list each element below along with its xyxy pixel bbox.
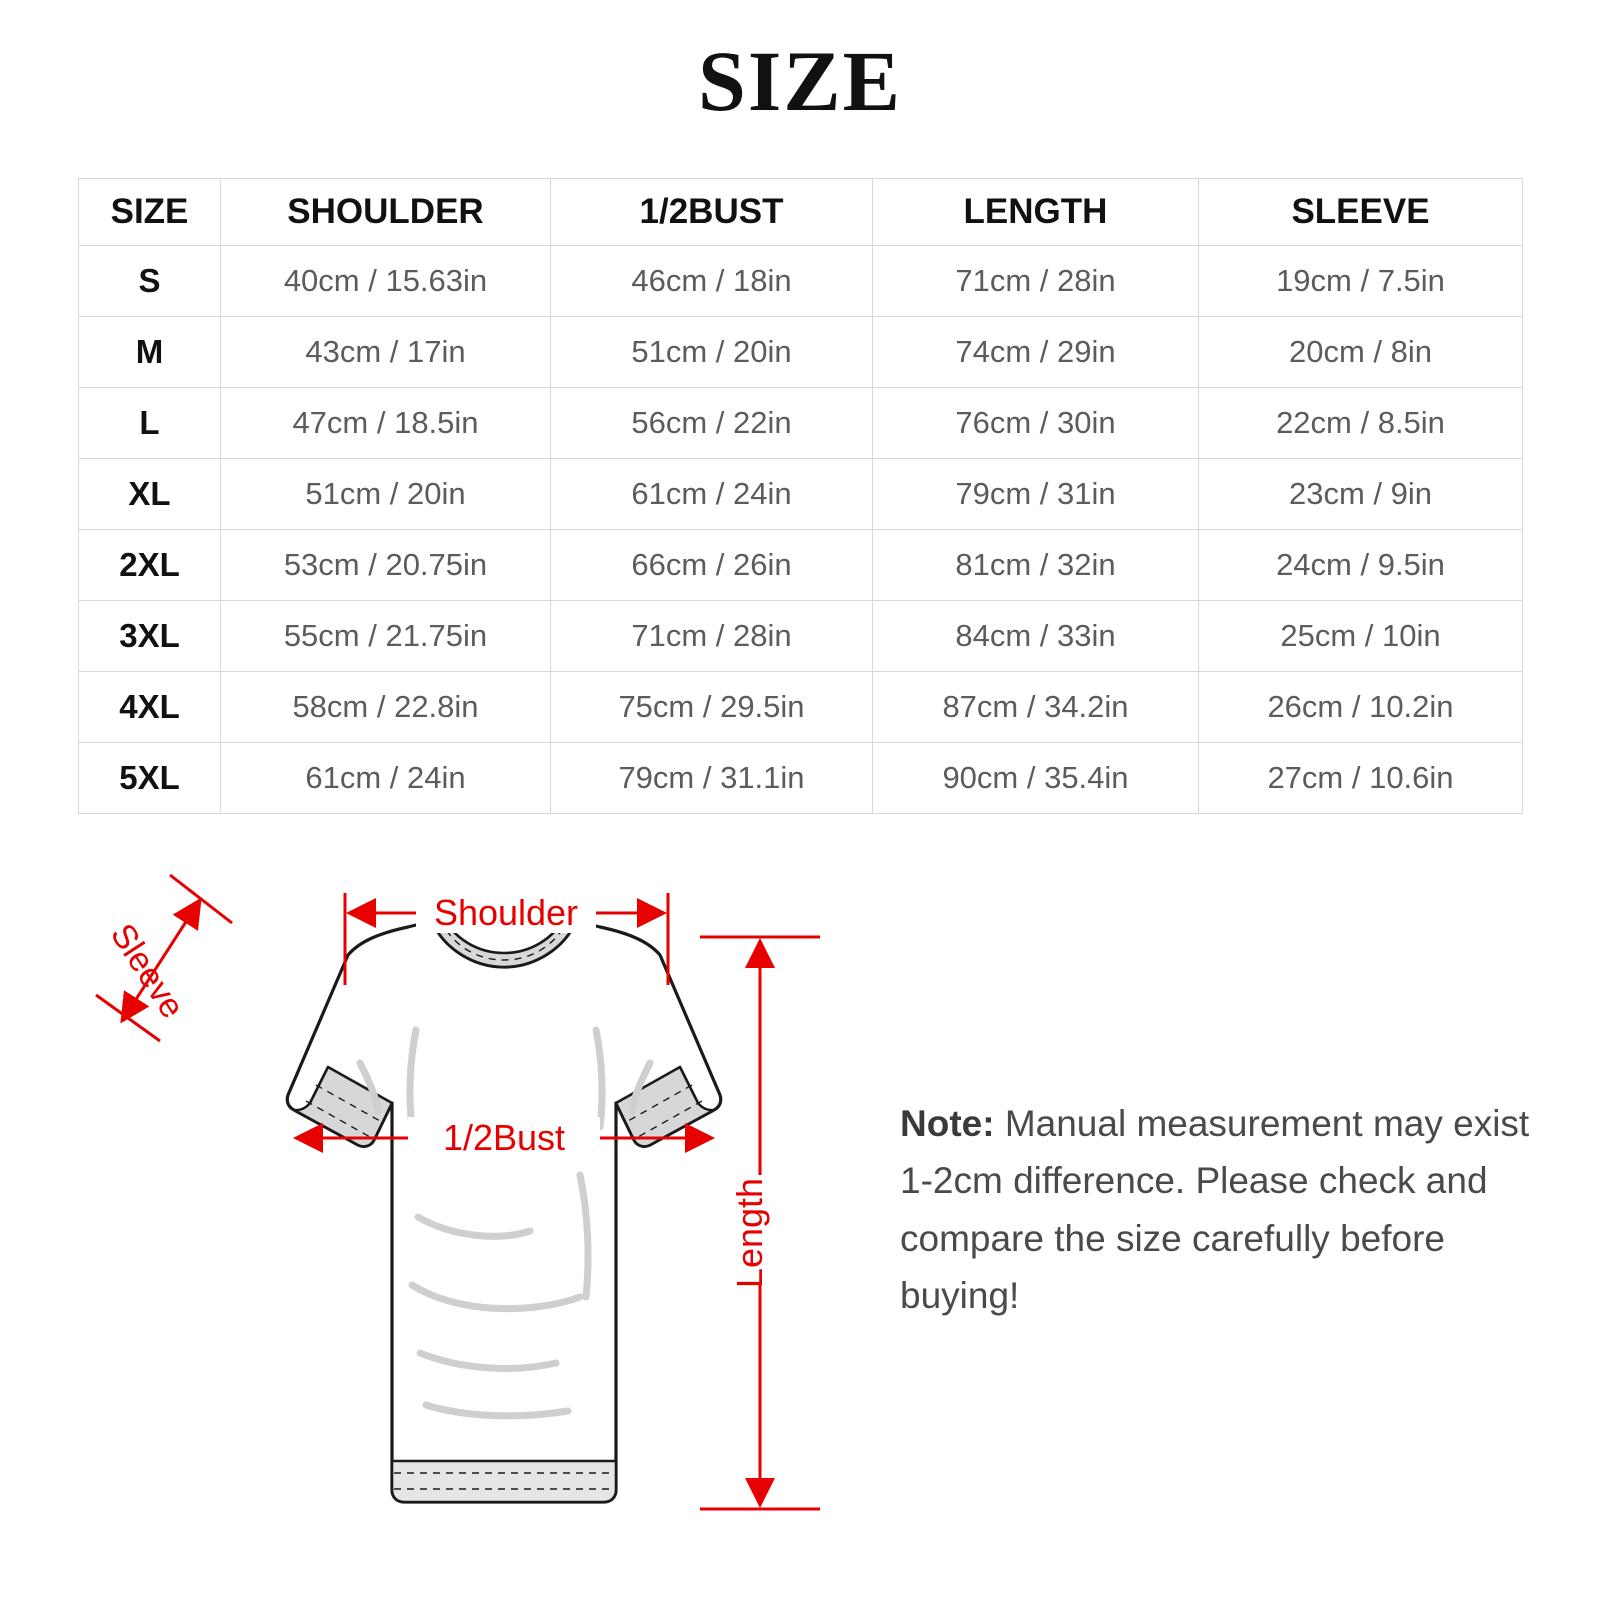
table-row — [79, 388, 1523, 459]
table-row — [79, 672, 1523, 743]
column-header-shoulder: SHOULDER — [221, 179, 551, 246]
table-row — [79, 459, 1523, 530]
column-header-size: SIZE — [79, 179, 221, 246]
bust-label: 1/2Bust — [442, 1117, 566, 1158]
table-row — [79, 743, 1523, 814]
cell-size: XL — [79, 459, 221, 530]
cell-sleeve: 24cm / 9.5in — [1199, 530, 1523, 601]
cell-bust: 71cm / 28in — [551, 601, 873, 672]
cell-length: 84cm / 33in — [873, 601, 1199, 672]
cell-size: L — [79, 388, 221, 459]
measurement-diagram — [60, 845, 860, 1565]
cell-sleeve: 20cm / 8in — [1199, 317, 1523, 388]
cell-bust: 56cm / 22in — [551, 388, 873, 459]
shoulder-label: Shoulder — [433, 892, 579, 933]
note-text: Manual measurement may exist 1-2cm difference. Please check and compare the size carefully before buying! — [900, 1103, 1530, 1317]
size-chart-table — [78, 178, 1523, 814]
table-row — [79, 317, 1523, 388]
table-row — [79, 601, 1523, 672]
cell-sleeve: 23cm / 9in — [1199, 459, 1523, 530]
cell-shoulder: 58cm / 22.8in — [221, 672, 551, 743]
note-label: Note: — [900, 1103, 995, 1144]
table-header-row — [79, 179, 1523, 246]
cell-size: 4XL — [79, 672, 221, 743]
table-row — [79, 246, 1523, 317]
cell-bust: 51cm / 20in — [551, 317, 873, 388]
cell-sleeve: 25cm / 10in — [1199, 601, 1523, 672]
tshirt-illustration — [287, 915, 721, 1502]
column-header-sleeve: SLEEVE — [1199, 179, 1523, 246]
cell-length: 76cm / 30in — [873, 388, 1199, 459]
cell-length: 79cm / 31in — [873, 459, 1199, 530]
cell-bust: 61cm / 24in — [551, 459, 873, 530]
cell-bust: 66cm / 26in — [551, 530, 873, 601]
column-header-length: LENGTH — [873, 179, 1199, 246]
cell-shoulder: 40cm / 15.63in — [221, 246, 551, 317]
cell-length: 74cm / 29in — [873, 317, 1199, 388]
note-block — [900, 1095, 1540, 1324]
cell-shoulder: 53cm / 20.75in — [221, 530, 551, 601]
cell-sleeve: 19cm / 7.5in — [1199, 246, 1523, 317]
sleeve-measure — [96, 875, 232, 1041]
cell-length: 87cm / 34.2in — [873, 672, 1199, 743]
cell-length: 81cm / 32in — [873, 530, 1199, 601]
cell-shoulder: 51cm / 20in — [221, 459, 551, 530]
cell-size: 5XL — [79, 743, 221, 814]
table-row — [79, 530, 1523, 601]
cell-shoulder: 47cm / 18.5in — [221, 388, 551, 459]
cell-sleeve: 27cm / 10.6in — [1199, 743, 1523, 814]
cell-size: M — [79, 317, 221, 388]
sleeve-label: Sleeve — [102, 917, 192, 1025]
cell-shoulder: 55cm / 21.75in — [221, 601, 551, 672]
cell-shoulder: 61cm / 24in — [221, 743, 551, 814]
length-label: Length — [729, 1177, 770, 1289]
cell-bust: 46cm / 18in — [551, 246, 873, 317]
cell-sleeve: 22cm / 8.5in — [1199, 388, 1523, 459]
cell-length: 71cm / 28in — [873, 246, 1199, 317]
cell-shoulder: 43cm / 17in — [221, 317, 551, 388]
cell-sleeve: 26cm / 10.2in — [1199, 672, 1523, 743]
column-header-bust: 1/2BUST — [551, 179, 873, 246]
cell-size: 2XL — [79, 530, 221, 601]
cell-size: 3XL — [79, 601, 221, 672]
length-measure — [700, 937, 820, 1509]
cell-bust: 79cm / 31.1in — [551, 743, 873, 814]
cell-length: 90cm / 35.4in — [873, 743, 1199, 814]
cell-bust: 75cm / 29.5in — [551, 672, 873, 743]
page-title: SIZE — [697, 33, 903, 129]
cell-size: S — [79, 246, 221, 317]
